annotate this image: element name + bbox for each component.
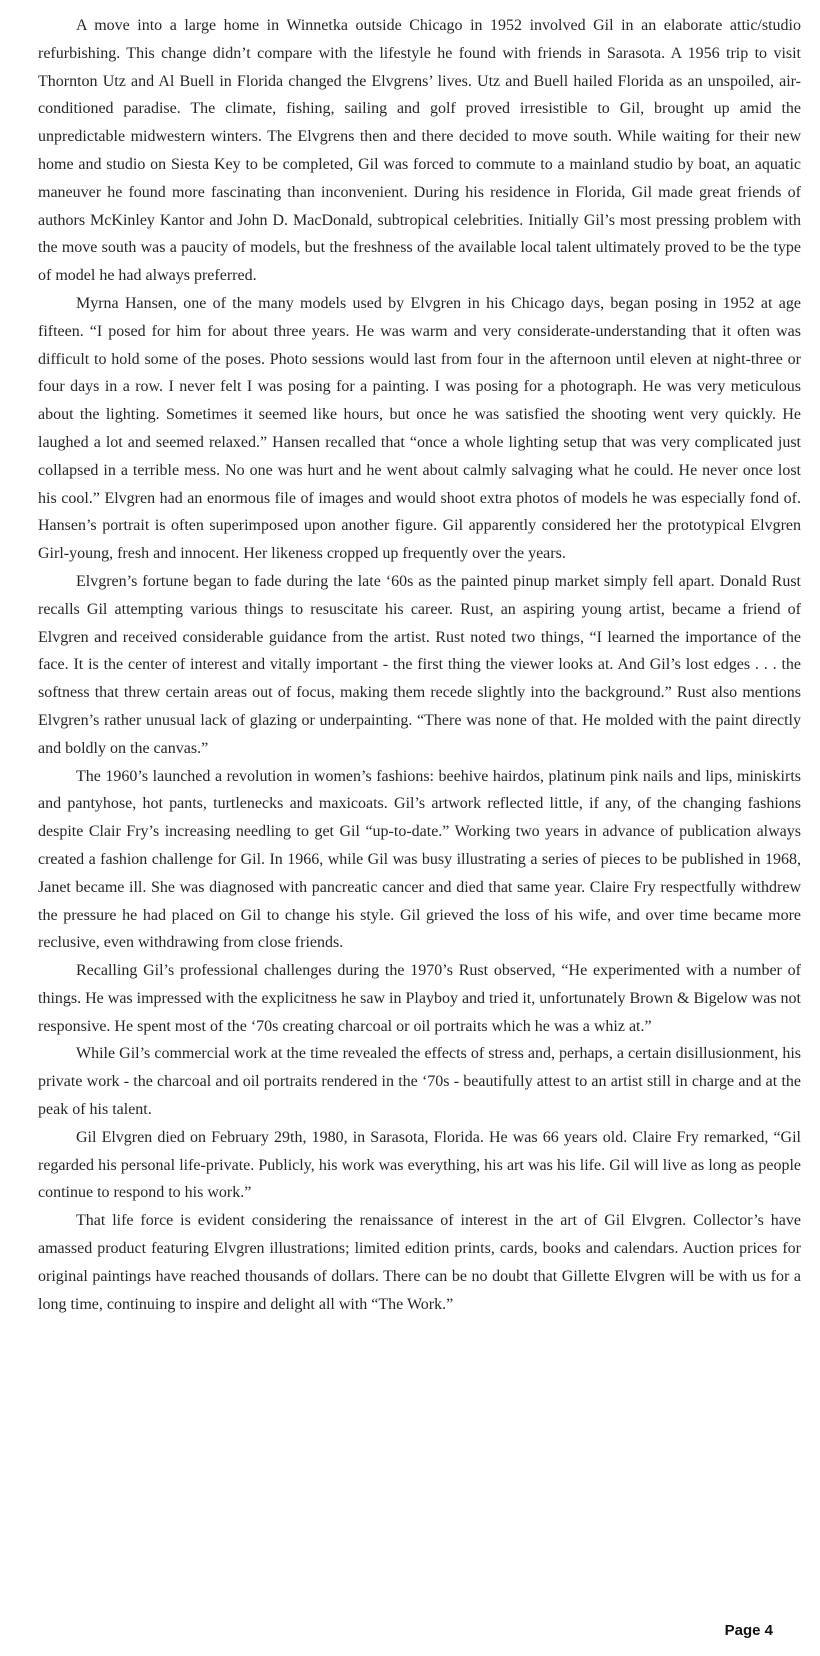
paragraph-1970s-challenges: Recalling Gil’s professional challenges during the 1970’s Rust observed, “He experimented with a number of things. He was impressed with the explicitness he saw in Playboy and tried it, unfortunately Brown & Bigelow was not responsive. He spent most of the ‘70s creating charcoal or oil portraits which he was a whiz at.” [38, 962, 801, 1035]
paragraph-fortune-fades: Elvgren’s fortune began to fade during the late ‘60s as the painted pinup market simply fell apart. Donald Rust recalls Gil attempting various things to resuscitate his career. Rust, an aspiring young artist, became a friend of Elvgren and received considerable guidance from the artist. Rust noted two things, “I learned the importance of the face. It is the center of interest and vitally important - the first thing the viewer looks at. And Gil’s lost edges . . . the softness that threw certain areas out of focus, making them recede slightly into the background.” Rust also mentions Elvgren’s rather unusual lack of glazing or underpainting. “There was none of that. He molded with the paint directly and boldly on the canvas.” [38, 572, 801, 757]
paragraph-legacy: That life force is evident considering the renaissance of interest in the art of Gil Elvgren. Collector’s have amassed product featuring Elvgren illustrations; limited edition prints, cards, books and calendars. Auction prices for original paintings have reached thousands of dollars. There can be no doubt that Gillette Elvgren will be with us for a long time, continuing to inspire and delight all with “The Work.” [38, 1212, 801, 1313]
paragraph-myrna-hansen: Myrna Hansen, one of the many models used by Elvgren in his Chicago days, began posing in 1952 at age fifteen. “I posed for him for about three years. He was warm and very considerate-understanding that it often was difficult to hold some of the poses. Photo sessions would last from four in the afternoon until eleven at night-three or four days in a row. I never felt I was posing for a painting. I was posing for a photograph. He was very meticulous about the lighting. Sometimes it seemed like hours, but once he was satisfied the shooting went very quickly. He laughed a lot and seemed relaxed.” Hansen recalled that “once a whole lighting setup that was very complicated just collapsed in a terrible mess. No one was hurt and he went about calmly salvaging what he could. He never once lost his cool.” Elvgren had an enormous file of images and would shoot extra photos of models he was especially fond of. Hansen’s portrait is often superimposed upon another figure. Gil apparently considered her the prototypical Elvgren Girl-young, fresh and innocent. Her likeness cropped up frequently over the years. [38, 294, 801, 563]
paragraph-death: Gil Elvgren died on February 29th, 1980, in Sarasota, Florida. He was 66 years old. Claire Fry remarked, “Gil regarded his personal life-private. Publicly, his work was everything, his art was his life. Gil will live as long as people continue to respond to his work.” [38, 1128, 801, 1202]
paragraph-1960s-fashions: The 1960’s launched a revolution in women’s fashions: beehive hairdos, platinum pink nails and lips, miniskirts and pantyhose, hot pants, turtlenecks and maxicoats. Gil’s artwork reflected little, if any, of the changing fashions despite Clair Fry’s increasing needling to get Gil “up-to-date.” Working two years in advance of publication always created a fashion challenge for Gil. In 1966, while Gil was busy illustrating a series of pieces to be published in 1968, Janet became ill. She was diagnosed with pancreatic cancer and died that same year. Claire Fry respectfully withdrew the pressure he had placed on Gil to change his style. Gil grieved the loss of his wife, and over time became more reclusive, even withdrawing from close friends. [38, 767, 801, 952]
article-body [38, 12, 801, 1318]
paragraph-winnetka-move: A move into a large home in Winnetka outside Chicago in 1952 involved Gil in an elaborate attic/studio refurbishing. This change didn’t compare with the lifestyle he found with friends in Sarasota. A 1956 trip to visit Thornton Utz and Al Buell in Florida changed the Elvgrens’ lives. Utz and Buell hailed Florida as an unspoiled, air-conditioned paradise. The climate, fishing, sailing and golf proved irresistible to Gil, brought up amid the unpredictable midwestern winters. The Elvgrens then and there decided to move south. While waiting for their new home and studio on Siesta Key to be completed, Gil was forced to commute to a mainland studio by boat, an aquatic maneuver he found more fascinating than inconvenient. During his residence in Florida, Gil made great friends of authors McKinley Kantor and John D. MacDonald, subtropical celebrities. Initially Gil’s most pressing problem with the move south was a paucity of models, but the freshness of the available local talent ultimately proved to be the type of model he had always preferred. [38, 17, 801, 285]
page-number: Page 4 [724, 1622, 773, 1639]
paragraph-private-work: While Gil’s commercial work at the time revealed the effects of stress and, perhaps, a certain disillusionment, his private work - the charcoal and oil portraits rendered in the ‘70s - beautifully attest to an artist still in charge and at the peak of his talent. [38, 1045, 801, 1119]
